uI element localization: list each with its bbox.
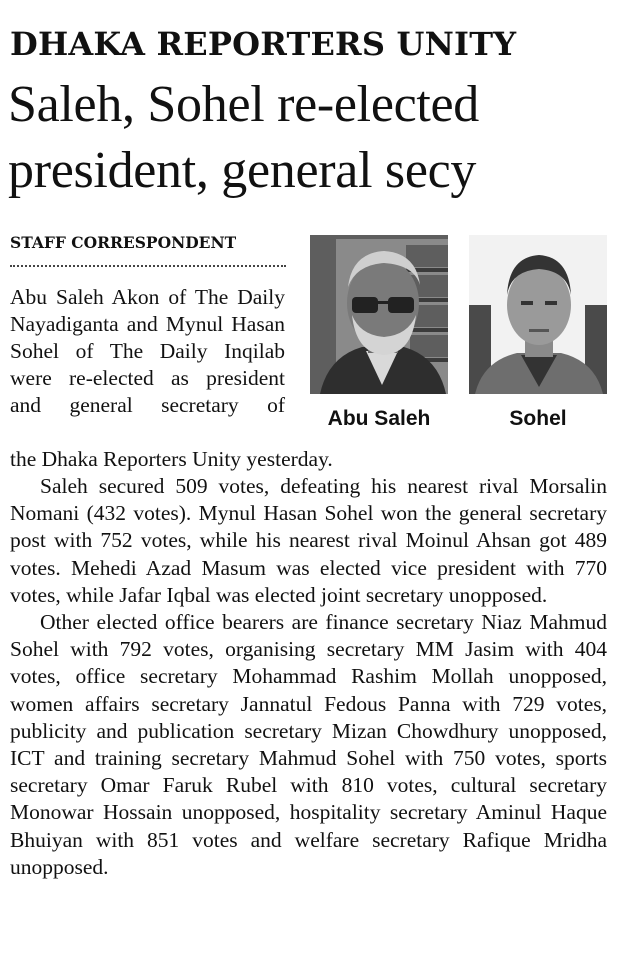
photo-caption-abu-saleh: Abu Saleh bbox=[327, 407, 431, 430]
byline-divider bbox=[10, 265, 286, 267]
headline-line-1: Saleh, Sohel re-elected bbox=[8, 76, 480, 133]
kicker: DHAKA REPORTERS UNITY bbox=[10, 25, 517, 63]
body-paragraph: Saleh secured 509 votes, defeating his nearest rival Morsalin Nomani (432 votes). Mynul Hasan Sohel won the general secretary post with 752 votes, while his nearest rival Moinul Ahsan got 489 votes. Mehedi Azad Masum was elected vice president with 770 votes, while Jafar Iqbal was elected joint secretary unopposed. bbox=[10, 474, 607, 607]
headline-line-2: president, general secy bbox=[8, 142, 477, 199]
intro-paragraph: Abu Saleh Akon of The Daily Nayadiganta and Mynul Hasan Sohel of The Daily Inqilab were re-elected as president and general secretary of bbox=[10, 285, 285, 417]
body-paragraph: Other elected office bearers are finance secretary Niaz Mahmud Sohel with 792 votes, organising secretary MM Jasim with 404 votes, office secretary Mohammad Rashim Mollah unopposed, women affairs secretary Jannatul Fedous Panna with 729 votes, publicity and publication secretary Mizan Chowdhury unopposed, ICT and training secretary Mahmud Sohel with 750 votes, sports secretary Omar Faruk Rubel with 810 votes, cultural secretary Monowar Hossain unopposed, hospitality secretary Aminul Haque Bhuiyan with 851 votes and welfare secretary Rafique Mridha unopposed. bbox=[10, 610, 607, 879]
intro-paragraph-end: the Dhaka Reporters Unity yesterday. bbox=[10, 447, 333, 471]
article-body bbox=[10, 473, 607, 881]
headline bbox=[8, 72, 613, 204]
portrait-photo-abu-saleh bbox=[310, 235, 448, 394]
photo-caption-sohel: Sohel bbox=[509, 407, 567, 430]
byline: STAFF CORRESPONDENT bbox=[10, 233, 237, 252]
portrait-photo-sohel bbox=[469, 235, 607, 394]
